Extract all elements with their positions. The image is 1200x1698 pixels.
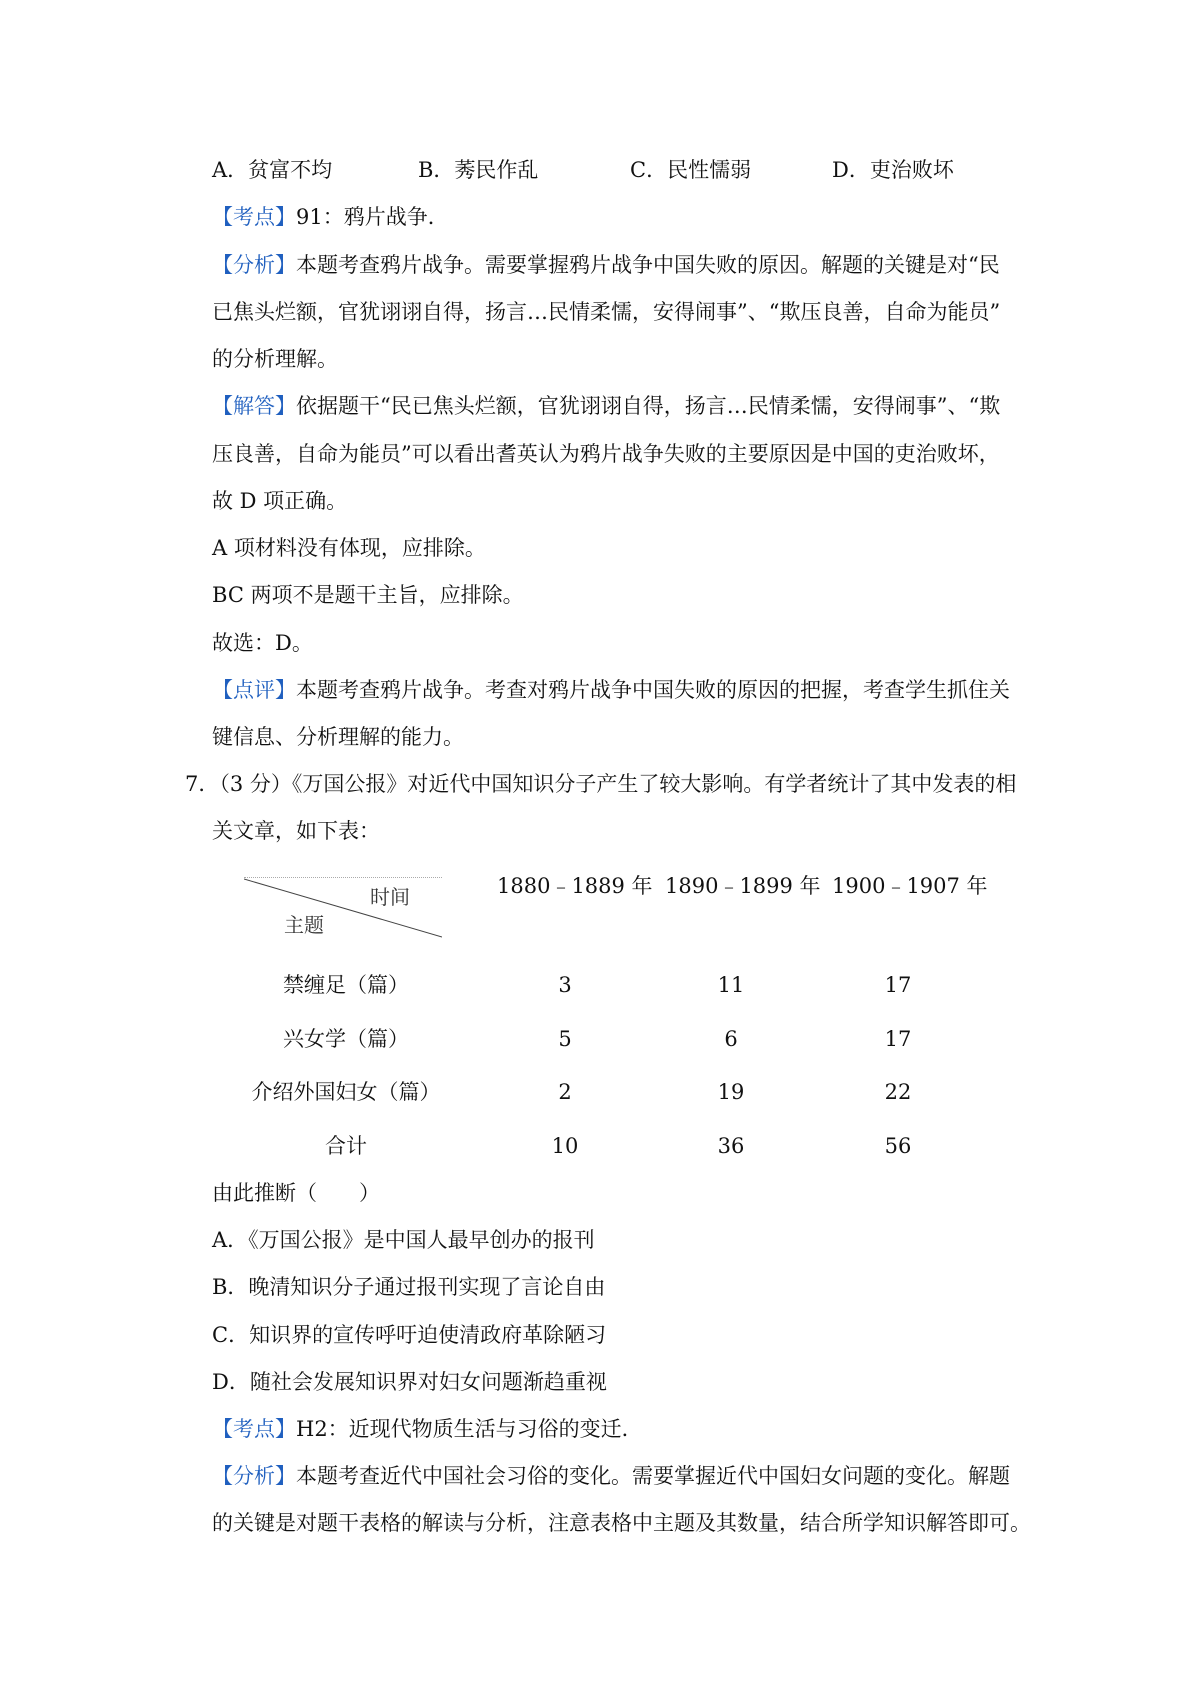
q6-fenxi-line-1 <box>212 250 1000 280</box>
table-cell: 10 <box>551 1134 579 1158</box>
kaodian-text: H2：近现代物质生活与习俗的变迁． <box>296 1417 643 1441</box>
q6-exclude-a: A 项材料没有体现，应排除。 <box>212 536 486 560</box>
table-col-header-3: 1900﹣1907 年 <box>832 874 988 898</box>
q7-stem-line-1: 7．（3 分）《万国公报》对近代中国知识分子产生了较大影响。有学者统计了其中发表的相 <box>185 772 1017 796</box>
q7-option-d: D．随社会发展知识界对妇女问题渐趋重视 <box>212 1370 607 1394</box>
q6-option-b: B．莠民作乱 <box>418 158 539 182</box>
table-row-label: 合计 <box>325 1134 367 1158</box>
table-corner-header <box>244 877 442 941</box>
table-col-header-1: 1880﹣1889 年 <box>497 874 653 898</box>
table-cell: 56 <box>884 1134 912 1158</box>
q7-kaodian <box>212 1414 643 1444</box>
jieda-tag: 【解答】 <box>212 394 296 418</box>
kaodian-text: 91：鸦片战争． <box>296 205 449 229</box>
q6-fenxi-line-3: 的分析理解。 <box>212 347 338 371</box>
jieda-text: 依据题干“民已焦头烂额，官犹诩诩自得，扬言…民情柔懦，安得闹事”、“欺 <box>296 394 1001 418</box>
q6-jieda-line-3: 故 D 项正确。 <box>212 489 348 513</box>
table-cell: 11 <box>717 973 745 997</box>
dianping-tag: 【点评】 <box>212 678 296 702</box>
q6-option-d: D．吏治败坏 <box>832 158 954 182</box>
q7-stem-line-2: 关文章，如下表： <box>212 819 380 843</box>
table-cell: 17 <box>884 973 912 997</box>
table-cell: 17 <box>884 1027 912 1051</box>
q7-option-c: C．知识界的宣传呼吁迫使清政府革除陋习 <box>212 1323 607 1347</box>
fenxi-text: 本题考查近代中国社会习俗的变化。需要掌握近代中国妇女问题的变化。解题 <box>296 1464 1010 1488</box>
kaodian-tag: 【考点】 <box>212 205 296 229</box>
table-col-header-2: 1890﹣1899 年 <box>665 874 821 898</box>
q6-jieda-line-2: 压良善，自命为能员”可以看出耆英认为鸦片战争失败的主要原因是中国的吏治败坏， <box>212 442 1000 466</box>
fenxi-tag: 【分析】 <box>212 253 296 277</box>
table-row-label: 禁缠足（篇） <box>283 973 409 997</box>
table-row-label: 兴女学（篇） <box>283 1027 409 1051</box>
q7-option-b: B．晚清知识分子通过报刊实现了言论自由 <box>212 1275 606 1299</box>
table-cell: 19 <box>717 1080 745 1104</box>
dianping-text: 本题考查鸦片战争。考查对鸦片战争中国失败的原因的把握，考查学生抓住关 <box>296 678 1010 702</box>
table-cell: 22 <box>884 1080 912 1104</box>
q6-option-c: C．民性懦弱 <box>630 158 752 182</box>
q7-fenxi-line-1 <box>212 1461 1010 1491</box>
q7-prompt: 由此推断（ ） <box>212 1181 380 1205</box>
q7-fenxi-line-2: 的关键是对题干表格的解读与分析，注意表格中主题及其数量，结合所学知识解答即可。 <box>212 1511 1031 1535</box>
table-cell: 6 <box>724 1027 738 1051</box>
q6-dianping-line-1 <box>212 675 1010 705</box>
q6-option-a: A．贫富不均 <box>212 158 333 182</box>
corner-diagonal <box>244 877 442 941</box>
q7-option-a: A．《万国公报》是中国人最早创办的报刊 <box>212 1228 595 1252</box>
table-cell: 36 <box>717 1134 745 1158</box>
table-row-label: 介绍外国妇女（篇） <box>251 1080 441 1104</box>
q6-kaodian <box>212 202 449 232</box>
q6-fenxi-line-2: 已焦头烂额，官犹诩诩自得，扬言…民情柔懦，安得闹事”、“欺压良善，自命为能员” <box>212 300 1001 324</box>
table-cell: 3 <box>558 973 572 997</box>
fenxi-tag: 【分析】 <box>212 1464 296 1488</box>
q6-jieda-line-1 <box>212 391 1000 421</box>
kaodian-tag: 【考点】 <box>212 1417 296 1441</box>
fenxi-text: 本题考查鸦片战争。需要掌握鸦片战争中国失败的原因。解题的关键是对“民 <box>296 253 1000 277</box>
corner-label-time: 时间 <box>370 885 410 909</box>
q6-exclude-bc: BC 两项不是题干主旨，应排除。 <box>212 583 524 607</box>
table-cell: 5 <box>558 1027 572 1051</box>
q6-answer: 故选：D。 <box>212 631 313 655</box>
corner-label-topic: 主题 <box>284 913 324 937</box>
q6-dianping-line-2: 键信息、分析理解的能力。 <box>212 725 464 749</box>
table-cell: 2 <box>558 1080 572 1104</box>
